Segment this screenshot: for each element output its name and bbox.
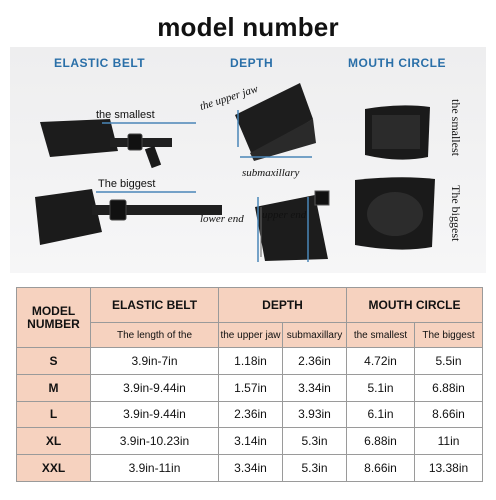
muzzle-biggest-image <box>35 189 222 245</box>
belt-length-value: 3.9in-10.23in <box>91 428 219 455</box>
mouth-biggest-value: 6.88in <box>415 374 483 401</box>
size-label: S <box>17 348 91 375</box>
header-mouth-circle: MOUTH CIRCLE <box>347 288 483 323</box>
section-label-elastic-belt: ELASTIC BELT <box>54 56 146 70</box>
table-row <box>17 401 483 428</box>
section-label-depth: DEPTH <box>230 56 274 70</box>
mouth-smallest-value: 5.1in <box>347 374 415 401</box>
mouth-biggest-value: 11in <box>415 428 483 455</box>
size-label: M <box>17 374 91 401</box>
belt-length-value: 3.9in-7in <box>91 348 219 375</box>
header-depth: DEPTH <box>219 288 347 323</box>
mouth-smallest-value: 4.72in <box>347 348 415 375</box>
header-model-number: MODEL NUMBER <box>17 288 91 348</box>
page-title: model number <box>157 12 339 42</box>
belt-length-value: 3.9in-9.44in <box>91 374 219 401</box>
annotation-upper-jaw: the upper jaw <box>198 82 260 113</box>
header-elastic-belt: ELASTIC BELT <box>91 288 219 323</box>
section-label-mouth-circle: MOUTH CIRCLE <box>348 56 446 70</box>
subheader-upper-jaw: the upper jaw <box>219 323 283 348</box>
annotation-lower-end: lower end <box>200 213 244 225</box>
mouth-smallest-value: 6.1in <box>347 401 415 428</box>
table-row <box>17 455 483 482</box>
submaxillary-value: 2.36in <box>283 348 347 375</box>
table-row <box>17 374 483 401</box>
size-label: L <box>17 401 91 428</box>
annotation-mouth-smallest: the smallest <box>449 99 463 156</box>
upper-jaw-value: 1.57in <box>219 374 283 401</box>
depth-bottom-image <box>255 191 329 261</box>
upper-jaw-value: 3.34in <box>219 455 283 482</box>
size-table <box>16 287 483 482</box>
upper-jaw-value: 2.36in <box>219 401 283 428</box>
size-label: XL <box>17 428 91 455</box>
subheader-biggest: The biggest <box>415 323 483 348</box>
muzzle-illustrations <box>10 47 486 273</box>
upper-jaw-value: 1.18in <box>219 348 283 375</box>
mouth-biggest-value: 13.38in <box>415 455 483 482</box>
submaxillary-value: 5.3in <box>283 455 347 482</box>
annotation-mouth-biggest: The biggest <box>449 185 463 242</box>
annotation-the-smallest: the smallest <box>96 109 155 121</box>
annotation-the-biggest: The biggest <box>98 178 156 190</box>
size-label: XXL <box>17 455 91 482</box>
mouth-smallest-value: 6.88in <box>347 428 415 455</box>
mouth-smallest-image <box>365 105 430 159</box>
muzzle-smallest-image <box>40 119 172 168</box>
table-row <box>17 348 483 375</box>
mouth-biggest-value: 5.5in <box>415 348 483 375</box>
mouth-biggest-value: 8.66in <box>415 401 483 428</box>
annotation-upper-end: upper end <box>262 209 307 221</box>
annotation-submaxillary: submaxillary <box>242 167 300 179</box>
submaxillary-value: 5.3in <box>283 428 347 455</box>
belt-length-value: 3.9in-11in <box>91 455 219 482</box>
submaxillary-value: 3.93in <box>283 401 347 428</box>
product-photo-panel <box>10 47 486 273</box>
submaxillary-value: 3.34in <box>283 374 347 401</box>
subheader-submaxillary: submaxillary <box>283 323 347 348</box>
belt-length-value: 3.9in-9.44in <box>91 401 219 428</box>
subheader-smallest: the smallest <box>347 323 415 348</box>
table-row <box>17 428 483 455</box>
mouth-biggest-image <box>355 177 435 249</box>
subheader-belt-length: The length of the <box>91 323 219 348</box>
upper-jaw-value: 3.14in <box>219 428 283 455</box>
size-chart <box>16 287 482 482</box>
mouth-smallest-value: 8.66in <box>347 455 415 482</box>
